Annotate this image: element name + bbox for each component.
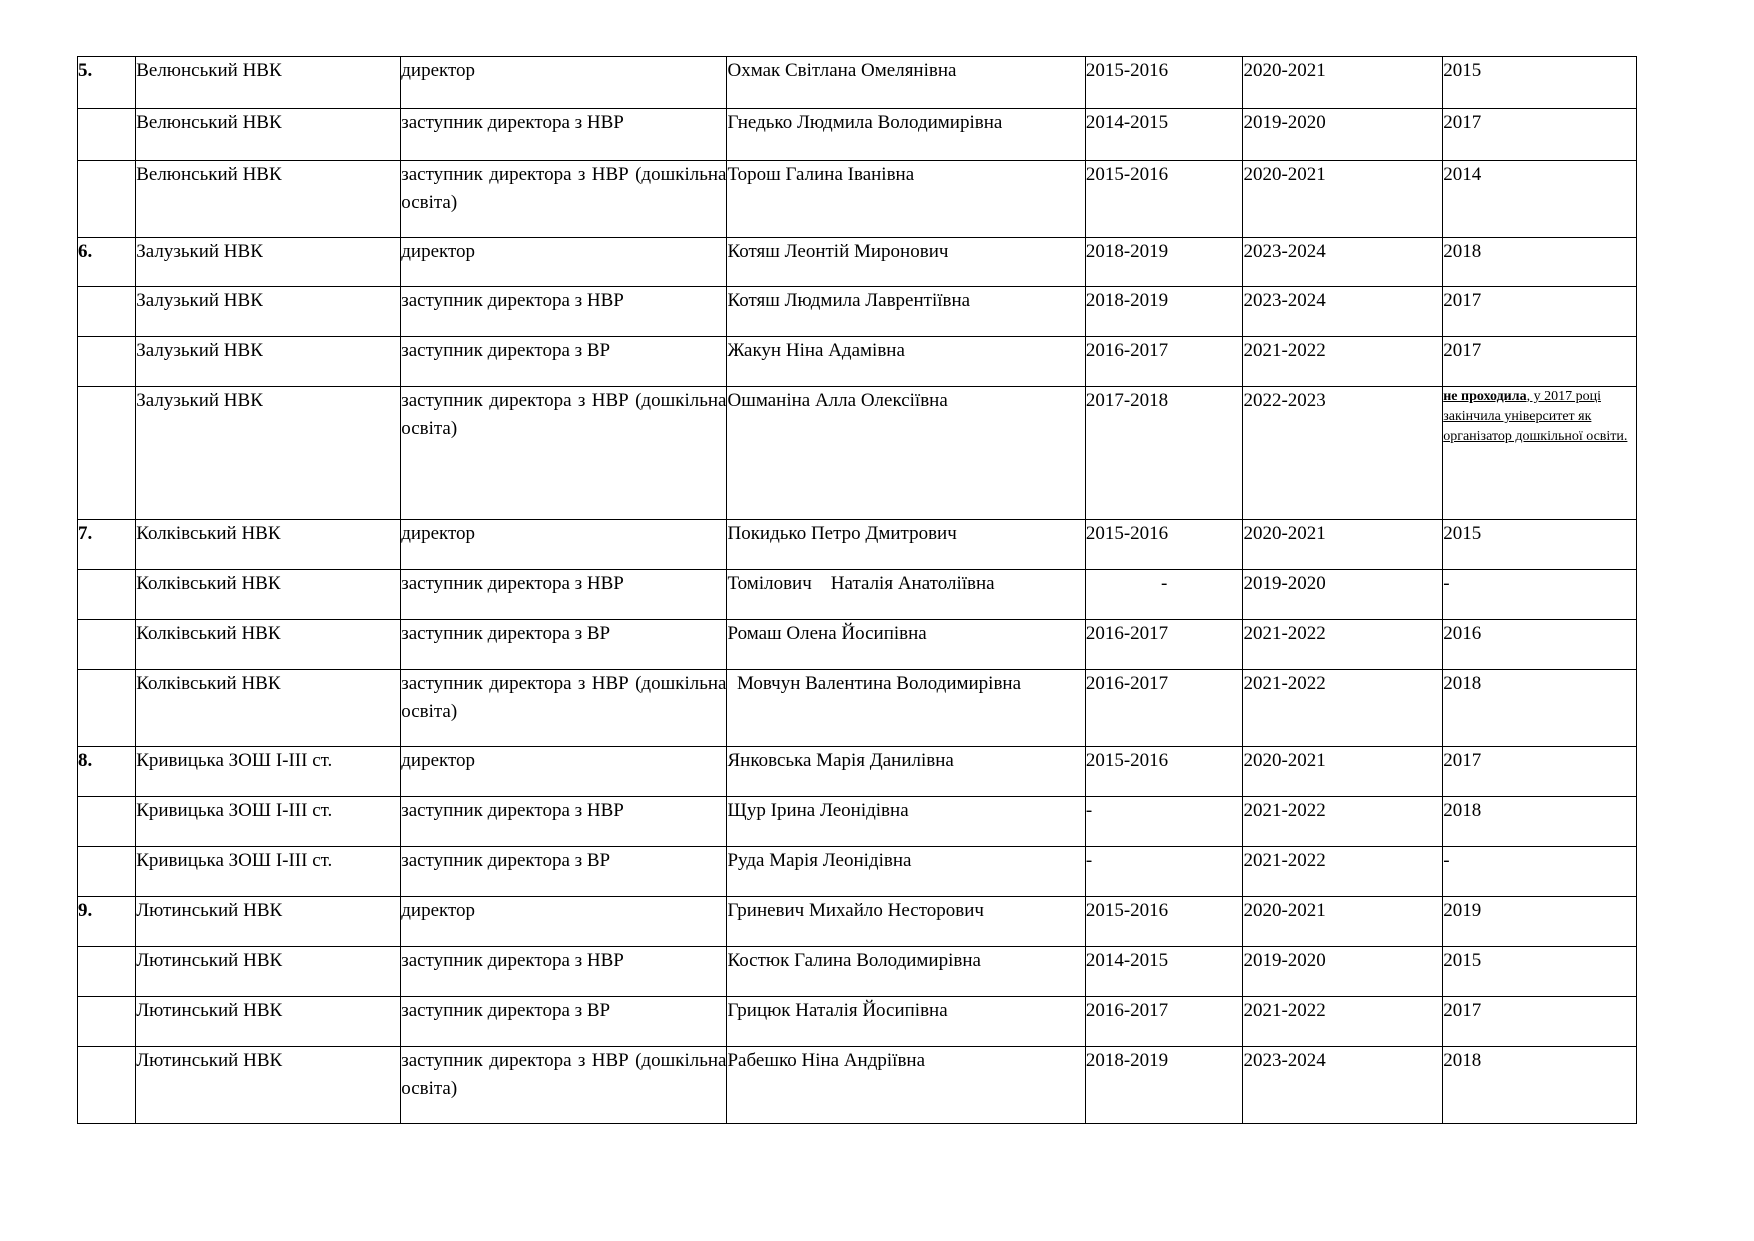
previous-course-cell: 2018-2019 — [1085, 238, 1243, 287]
row-number — [78, 797, 136, 847]
full-name-cell: Ромаш Олена Йосипівна — [727, 620, 1085, 670]
school-cell: Колківський НВК — [136, 670, 401, 747]
full-name-cell: Руда Марія Леонідівна — [727, 847, 1085, 897]
table-row — [78, 620, 1637, 670]
previous-course-cell: 2015-2016 — [1085, 897, 1243, 947]
previous-course-cell: 2015-2016 — [1085, 57, 1243, 109]
row-number: 9. — [78, 897, 136, 947]
previous-course-cell: - — [1085, 797, 1243, 847]
table-row — [78, 797, 1637, 847]
position-cell: заступник директора з НВР (дошкільна освіта) — [401, 670, 727, 747]
table-row — [78, 520, 1637, 570]
certification-note — [1443, 387, 1636, 447]
row-number — [78, 620, 136, 670]
row-number: 8. — [78, 747, 136, 797]
certification-year-cell: - — [1443, 847, 1637, 897]
next-course-cell: 2020-2021 — [1243, 57, 1443, 109]
position-cell: заступник директора з НВР (дошкільна освіта) — [401, 1047, 727, 1124]
position-cell: заступник директора з НВР — [401, 287, 727, 337]
school-cell: Лютинський НВК — [136, 947, 401, 997]
certification-year-cell: 2018 — [1443, 238, 1637, 287]
next-course-cell: 2021-2022 — [1243, 620, 1443, 670]
school-cell: Лютинський НВК — [136, 1047, 401, 1124]
certification-note-cell — [1443, 387, 1637, 520]
position-cell: директор — [401, 238, 727, 287]
position-cell: заступник директора з НВР — [401, 797, 727, 847]
next-course-cell: 2021-2022 — [1243, 797, 1443, 847]
school-cell: Залузький НВК — [136, 287, 401, 337]
table-row — [78, 57, 1637, 109]
position-cell: заступник директора з ВР — [401, 337, 727, 387]
school-cell: Велюнський НВК — [136, 109, 401, 161]
position-cell: заступник директора з НВР — [401, 570, 727, 620]
position-cell: директор — [401, 520, 727, 570]
previous-course-cell: 2016-2017 — [1085, 670, 1243, 747]
previous-course-cell: 2016-2017 — [1085, 337, 1243, 387]
school-cell: Кривицька ЗОШ І-ІІІ ст. — [136, 847, 401, 897]
full-name-cell: Жакун Ніна Адамівна — [727, 337, 1085, 387]
note-bold-text: не проходила — [1443, 389, 1527, 404]
school-cell: Велюнський НВК — [136, 161, 401, 238]
table-row — [78, 1047, 1637, 1124]
full-name-cell: Котяш Леонтій Миронович — [727, 238, 1085, 287]
position-cell: заступник директора з НВР — [401, 947, 727, 997]
full-name-cell: Янковська Марія Данилівна — [727, 747, 1085, 797]
table-row — [78, 747, 1637, 797]
row-number: 7. — [78, 520, 136, 570]
row-number — [78, 847, 136, 897]
table-row — [78, 109, 1637, 161]
certification-year-cell: 2015 — [1443, 57, 1637, 109]
next-course-cell: 2020-2021 — [1243, 520, 1443, 570]
next-course-cell: 2021-2022 — [1243, 997, 1443, 1047]
certification-year-cell: 2017 — [1443, 109, 1637, 161]
row-number — [78, 161, 136, 238]
certification-year-cell: 2017 — [1443, 747, 1637, 797]
position-cell: заступник директора з НВР — [401, 109, 727, 161]
previous-course-cell: 2015-2016 — [1085, 161, 1243, 238]
school-cell: Лютинський НВК — [136, 997, 401, 1047]
row-number — [78, 337, 136, 387]
certification-year-cell: 2018 — [1443, 670, 1637, 747]
certification-year-cell: 2014 — [1443, 161, 1637, 238]
table-row — [78, 947, 1637, 997]
school-cell: Велюнський НВК — [136, 57, 401, 109]
previous-course-cell: 2015-2016 — [1085, 747, 1243, 797]
table-row — [78, 337, 1637, 387]
row-number — [78, 1047, 136, 1124]
next-course-cell: 2020-2021 — [1243, 897, 1443, 947]
certification-year-cell: 2018 — [1443, 797, 1637, 847]
certification-year-cell: 2015 — [1443, 520, 1637, 570]
full-name-cell: Томілович Наталія Анатоліївна — [727, 570, 1085, 620]
previous-course-cell: - — [1085, 570, 1243, 620]
school-cell: Кривицька ЗОШ І-ІІІ ст. — [136, 797, 401, 847]
next-course-cell: 2020-2021 — [1243, 161, 1443, 238]
full-name-cell: Гнедько Людмила Володимирівна — [727, 109, 1085, 161]
full-name-cell: Грицюк Наталія Йосипівна — [727, 997, 1085, 1047]
position-cell: заступник директора з ВР — [401, 997, 727, 1047]
next-course-cell: 2019-2020 — [1243, 947, 1443, 997]
full-name-cell: Мовчун Валентина Володимирівна — [727, 670, 1085, 747]
full-name-cell: Охмак Світлана Омелянівна — [727, 57, 1085, 109]
certification-year-cell: 2017 — [1443, 287, 1637, 337]
table-row — [78, 897, 1637, 947]
table-row — [78, 847, 1637, 897]
full-name-cell: Гриневич Михайло Несторович — [727, 897, 1085, 947]
previous-course-cell: 2018-2019 — [1085, 287, 1243, 337]
school-cell: Колківський НВК — [136, 520, 401, 570]
table-row — [78, 670, 1637, 747]
previous-course-cell: 2016-2017 — [1085, 997, 1243, 1047]
next-course-cell: 2019-2020 — [1243, 109, 1443, 161]
previous-course-cell: 2015-2016 — [1085, 520, 1243, 570]
next-course-cell: 2023-2024 — [1243, 287, 1443, 337]
full-name-cell: Ошманіна Алла Олексіївна — [727, 387, 1085, 520]
row-number — [78, 287, 136, 337]
full-name-cell: Рабешко Ніна Андріївна — [727, 1047, 1085, 1124]
row-number: 6. — [78, 238, 136, 287]
row-number: 5. — [78, 57, 136, 109]
certification-year-cell: 2018 — [1443, 1047, 1637, 1124]
full-name-cell: Покидько Петро Дмитрович — [727, 520, 1085, 570]
certification-year-cell: 2016 — [1443, 620, 1637, 670]
next-course-cell: 2020-2021 — [1243, 747, 1443, 797]
next-course-cell: 2021-2022 — [1243, 847, 1443, 897]
school-cell: Колківський НВК — [136, 620, 401, 670]
previous-course-cell: 2016-2017 — [1085, 620, 1243, 670]
certification-year-cell: 2017 — [1443, 337, 1637, 387]
position-cell: заступник директора з НВР (дошкільна освіта) — [401, 387, 727, 520]
table-row — [78, 238, 1637, 287]
table-row — [78, 997, 1637, 1047]
next-course-cell: 2021-2022 — [1243, 670, 1443, 747]
certification-year-cell: 2019 — [1443, 897, 1637, 947]
previous-course-cell: 2018-2019 — [1085, 1047, 1243, 1124]
position-cell: заступник директора з НВР (дошкільна освіта) — [401, 161, 727, 238]
certification-year-cell: - — [1443, 570, 1637, 620]
school-cell: Залузький НВК — [136, 238, 401, 287]
next-course-cell: 2022-2023 — [1243, 387, 1443, 520]
row-number — [78, 670, 136, 747]
row-number — [78, 109, 136, 161]
full-name-cell: Торош Галина Іванівна — [727, 161, 1085, 238]
previous-course-cell: 2017-2018 — [1085, 387, 1243, 520]
full-name-cell: Котяш Людмила Лаврентіївна — [727, 287, 1085, 337]
full-name-cell: Костюк Галина Володимирівна — [727, 947, 1085, 997]
next-course-cell: 2023-2024 — [1243, 238, 1443, 287]
next-course-cell: 2021-2022 — [1243, 337, 1443, 387]
school-cell: Кривицька ЗОШ І-ІІІ ст. — [136, 747, 401, 797]
position-cell: директор — [401, 57, 727, 109]
table-row — [78, 387, 1637, 520]
table-row — [78, 287, 1637, 337]
note-text: , у 2017 році закінчила університет як організатор дошкільної освіти. — [1443, 389, 1628, 444]
school-cell: Колківський НВК — [136, 570, 401, 620]
school-cell: Залузький НВК — [136, 337, 401, 387]
next-course-cell: 2023-2024 — [1243, 1047, 1443, 1124]
school-cell: Залузький НВК — [136, 387, 401, 520]
staff-table — [77, 56, 1637, 1124]
next-course-cell: 2019-2020 — [1243, 570, 1443, 620]
position-cell: директор — [401, 747, 727, 797]
previous-course-cell: 2014-2015 — [1085, 947, 1243, 997]
previous-course-cell: 2014-2015 — [1085, 109, 1243, 161]
full-name-cell: Щур Ірина Леонідівна — [727, 797, 1085, 847]
position-cell: заступник директора з ВР — [401, 620, 727, 670]
row-number — [78, 387, 136, 520]
table-row — [78, 161, 1637, 238]
row-number — [78, 997, 136, 1047]
table-row — [78, 570, 1637, 620]
position-cell: директор — [401, 897, 727, 947]
certification-year-cell: 2015 — [1443, 947, 1637, 997]
row-number — [78, 570, 136, 620]
certification-year-cell: 2017 — [1443, 997, 1637, 1047]
row-number — [78, 947, 136, 997]
previous-course-cell: - — [1085, 847, 1243, 897]
position-cell: заступник директора з ВР — [401, 847, 727, 897]
school-cell: Лютинський НВК — [136, 897, 401, 947]
